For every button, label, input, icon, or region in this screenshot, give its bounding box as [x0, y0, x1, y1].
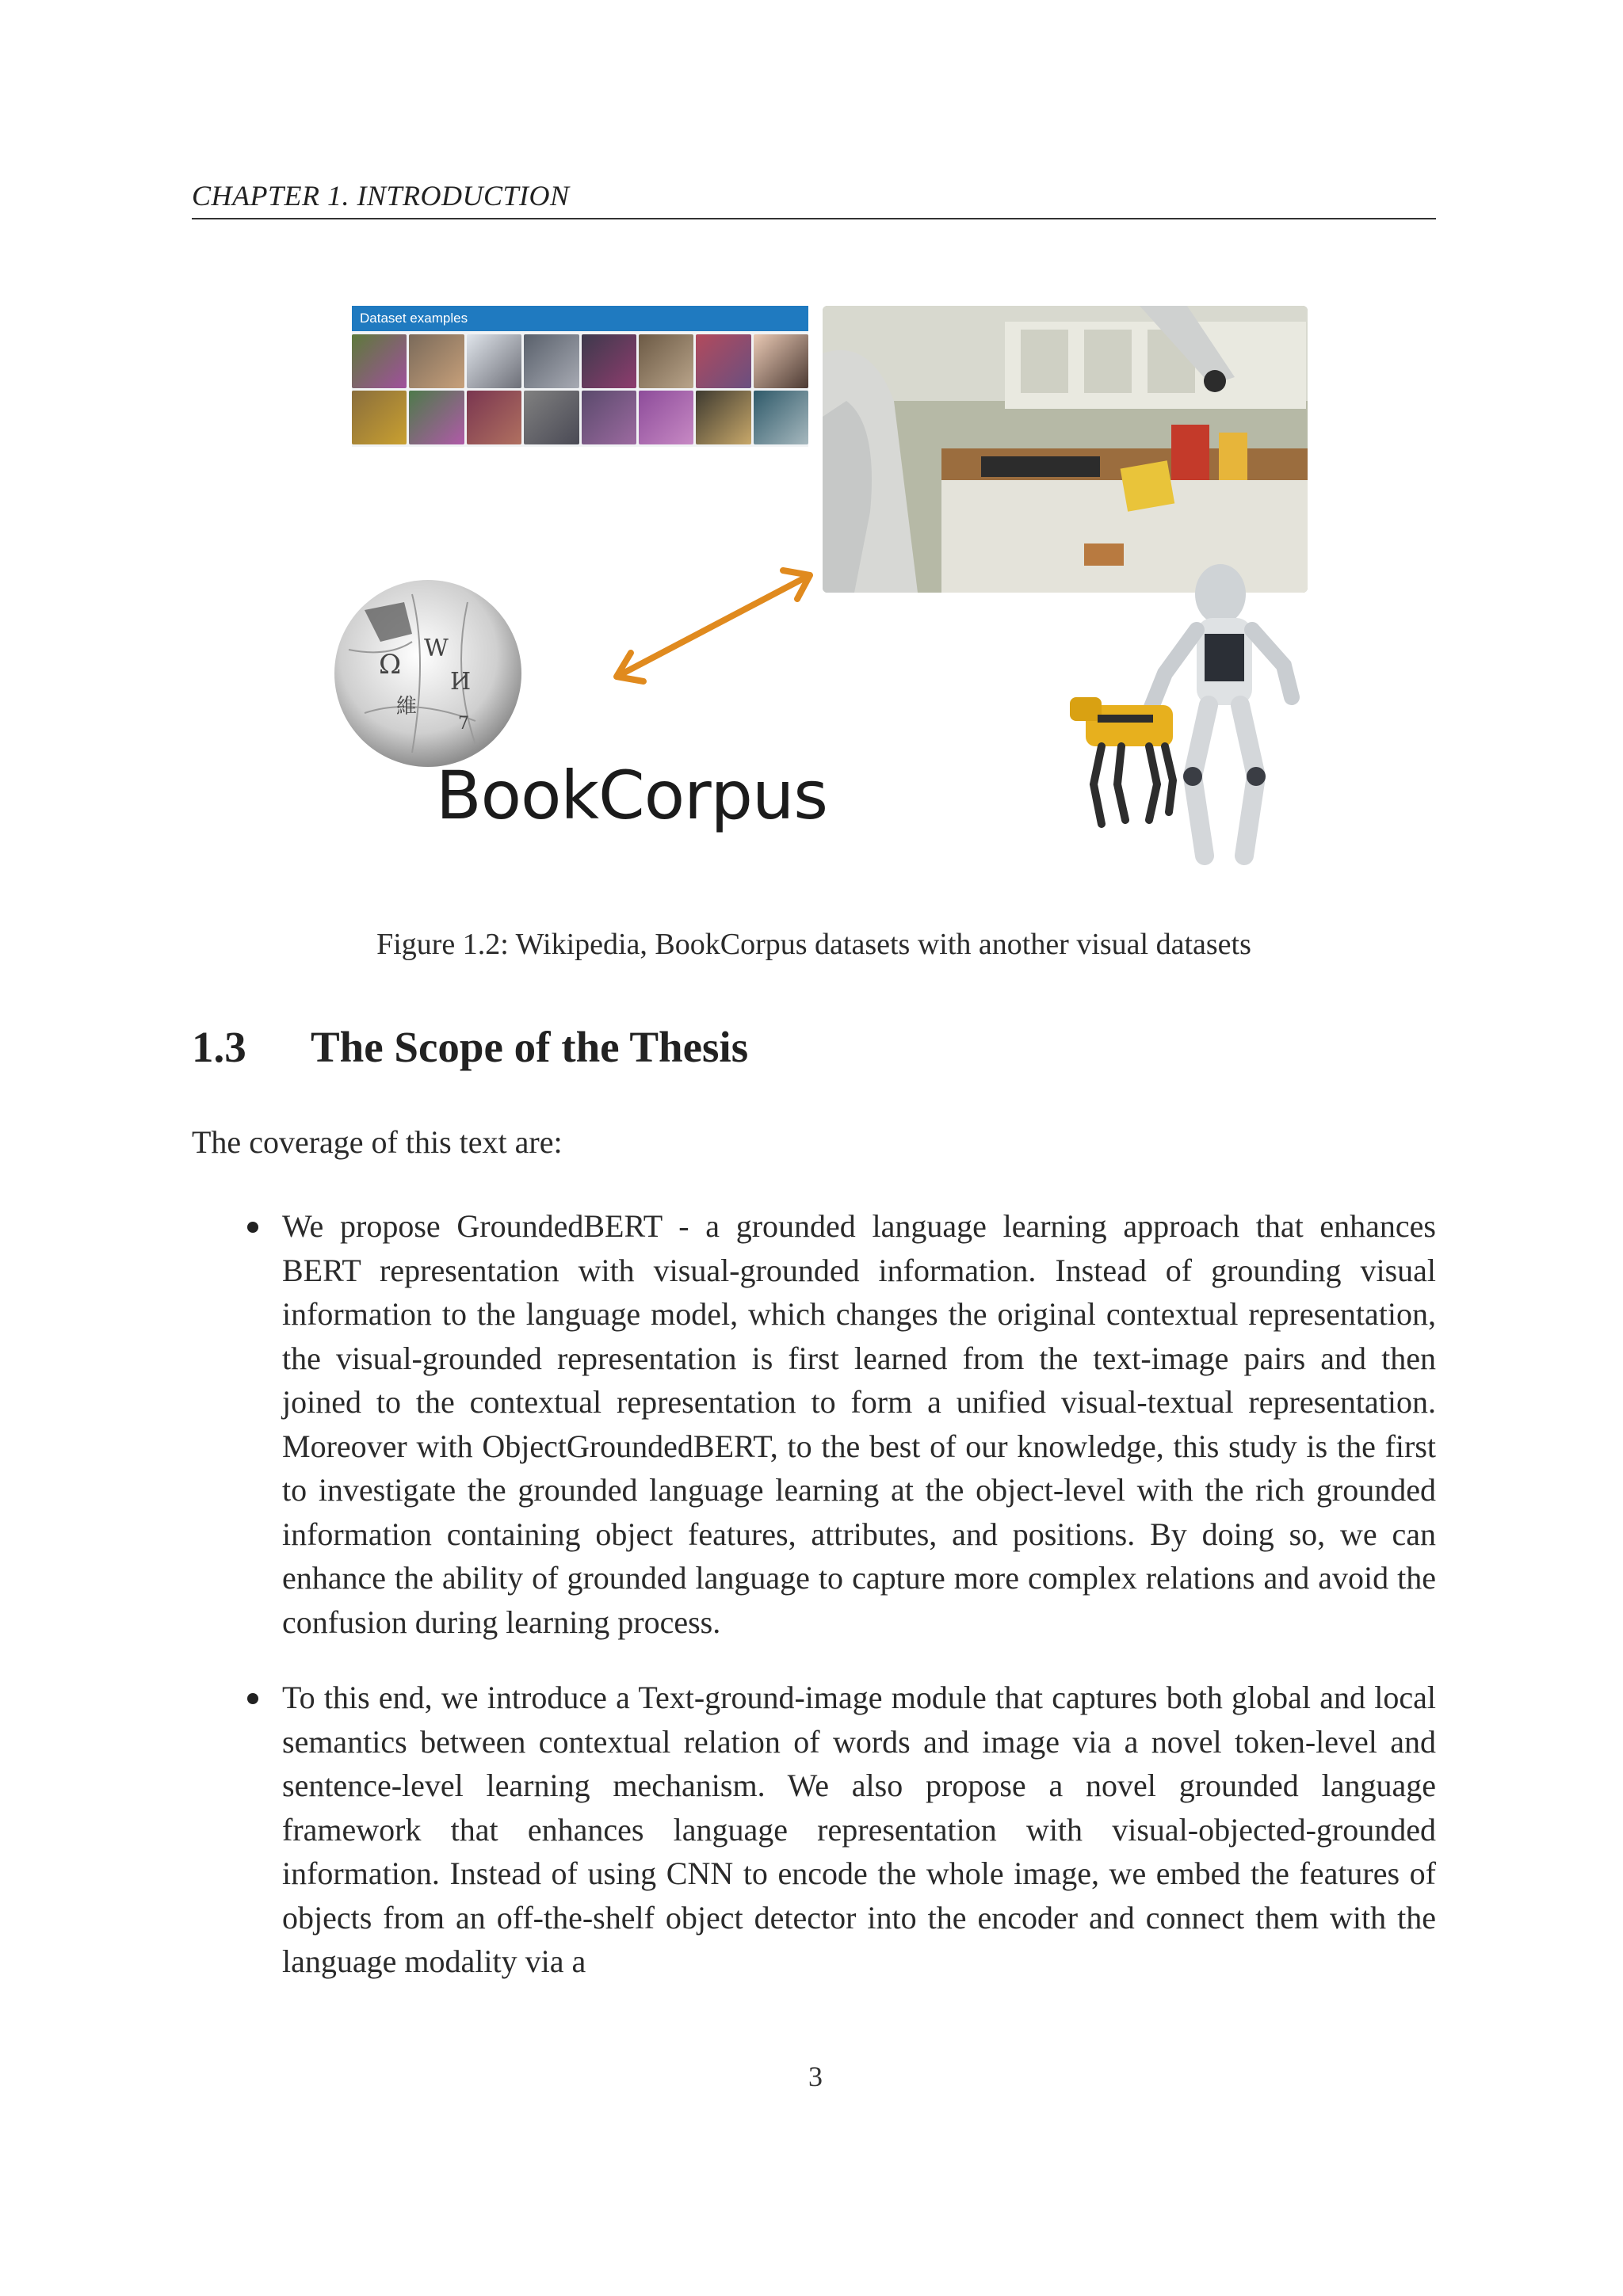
figure-caption: Figure 1.2: Wikipedia, BookCorpus datasets with another visual datasets [376, 928, 1251, 961]
running-head: CHAPTER 1. INTRODUCTION [192, 180, 570, 212]
wikipedia-globe-logo [317, 563, 531, 776]
list-item [192, 1676, 1436, 1984]
thumbnail-image [754, 391, 808, 444]
dataset-examples-panel [352, 306, 808, 447]
thumbnail-image [409, 391, 464, 444]
thumbnail-image [467, 391, 521, 444]
section-heading [192, 1022, 748, 1072]
thumbnail-image [352, 391, 407, 444]
bullet-text: We propose GroundedBERT - a grounded language learning approach that enhances BERT representation with visual-grounded information. Instead of grounding visual information to the language model, which changes the original contextual representation, the visual-grounded representation is first learned from the text-image pairs and then joined to the contextual representation to form a unified visual-textual representation. Moreover with ObjectGroundedBERT, to the best of our knowledge, this study is the first to investigate the grounded language learning at the object-level with the rich grounded information containing object features, attributes, and positions. By doing so, we can enhance the ability of grounded language to capture more complex relations and avoid the confusion during learning process. [282, 1208, 1436, 1640]
bullet-icon [247, 1693, 258, 1704]
thumbnail-image [696, 391, 750, 444]
list-item [192, 1204, 1436, 1644]
dataset-panel-title: Dataset examples [352, 306, 808, 331]
figure-1-2 [301, 301, 1331, 887]
bullet-icon [247, 1222, 258, 1233]
bullet-text: To this end, we introduce a Text-ground-image module that captures both global and local semantics between contextual relation of words and image via a novel token-level and sentence-level learning mechanism. We also propose a novel grounded language framework that enhances language representation with visual-objected-grounded information. Instead of using CNN to encode the whole image, we embed the features of objects from an off-the-shelf object detector into the encoder and connect them with the language modality via a [282, 1680, 1436, 1979]
svg-text:Ω: Ω [379, 649, 402, 681]
page-number: 3 [808, 2061, 823, 2092]
thumbnail-image [409, 334, 464, 388]
svg-text:7: 7 [458, 714, 469, 734]
section-number: 1.3 [192, 1023, 246, 1071]
section-title: The Scope of the Thesis [311, 1023, 749, 1071]
thumbnail-image [524, 334, 579, 388]
svg-text:И: И [450, 668, 472, 696]
svg-text:維: 維 [396, 695, 418, 719]
thumbnail-image [696, 334, 750, 388]
thumbnail-image [352, 334, 407, 388]
thumbnail-image [639, 334, 693, 388]
thumbnail-image [524, 391, 579, 444]
thumbnail-image [467, 334, 521, 388]
double-arrow-icon [594, 555, 832, 697]
header-rule [192, 218, 1436, 219]
thumbnail-image [639, 391, 693, 444]
svg-text:W: W [424, 635, 449, 662]
intro-paragraph: The coverage of this text are: [192, 1124, 563, 1160]
thumbnail-image [754, 334, 808, 388]
bookcorpus-label: BookCorpus [436, 757, 827, 834]
thumbnail-image [582, 334, 636, 388]
thumbnail-image [582, 391, 636, 444]
robots-illustration [1054, 539, 1316, 871]
dataset-thumbnails [352, 334, 808, 444]
bullet-list [192, 1204, 1436, 2016]
